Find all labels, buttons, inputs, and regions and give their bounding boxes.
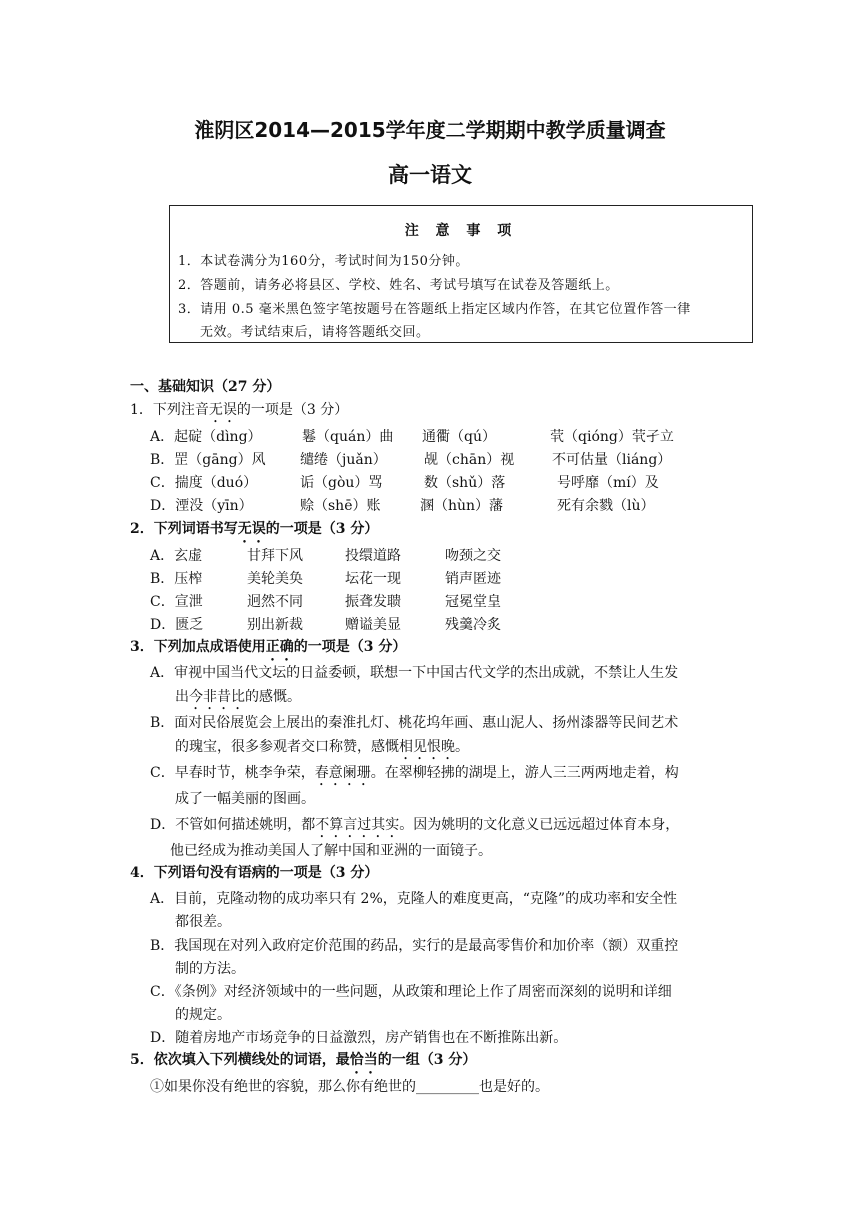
q1-option-d-4: 死有余戮（lù）	[557, 498, 655, 514]
text-span: 也是好的。	[479, 1079, 549, 1095]
q5-stem-part: 5．依次填入下列横线处的词语，最	[130, 1052, 350, 1068]
text-span: ①如果你没有绝世的容貌，那么你有绝世的	[150, 1079, 416, 1095]
q1-stem-part: 的一项是（3 分）	[236, 402, 349, 418]
text-span: 出	[175, 689, 189, 705]
q5-stem	[130, 1051, 476, 1077]
q4-option-d-line1: D．随着房地产市场竞争的日益激烈，房产销售也在不断推陈出新。	[150, 1030, 568, 1046]
q4-option-c-line2: 的规定。	[175, 1007, 231, 1023]
q4-option-b-line1: B．我国现在对列入政府定价范围的药品，实行的是最高零售价和加价率（额）双重控	[150, 938, 679, 954]
q3-option-d-line2: 他已经成为推动美国人了解中国和亚洲的一面镜子。	[170, 843, 492, 859]
q2-option-d-4: 残羹冷炙	[445, 617, 501, 633]
q3-stem-part: 3．下列加点成语使用	[130, 639, 266, 655]
q2-option-a-2: 甘拜下风	[247, 548, 303, 564]
idiom-emphasis: 不算言过其实	[315, 817, 400, 833]
idiom-emphasis: 春意阑珊	[314, 765, 371, 781]
q4-option-a-line1: A．目前，克隆动物的成功率只有 2%，克隆人的难度更高，“克隆”的成功率和安全性	[150, 891, 678, 907]
q4-option-c-line1: C．《条例》对经济领域中的一些问题，从政策和理论上作了周密而深刻的说明和详细	[150, 984, 672, 1000]
q4-stem: 4．下列语句没有语病的一项是（3 分）	[130, 865, 379, 881]
q2-stem-part: 的一项是（3 分）	[265, 521, 379, 537]
q4-option-b-line2: 制的方法。	[175, 961, 245, 977]
notice-box	[169, 205, 753, 343]
q2-option-d-2: 别出新裁	[247, 617, 303, 633]
text-span: 。在翠柳轻拂的湖堤上，游人三三两两地走着，构	[370, 765, 679, 781]
q1-option-b-1: B．罡（gāng）风	[150, 452, 266, 468]
q3-option-a-line2	[175, 688, 301, 713]
q1-option-a-4: 茕（qióng）茕孑立	[550, 429, 674, 445]
q1-option-c-3: 数（shǔ）落	[424, 475, 506, 491]
q1-option-c-4: 号呼靡（mí）及	[557, 475, 659, 491]
q2-stem	[130, 520, 378, 546]
section-heading: 一、基础知识（27 分）	[130, 379, 281, 395]
q1-stem-emphasis: 无误	[208, 402, 237, 418]
q2-option-a-4: 吻颈之交	[445, 548, 501, 564]
q5-stem-emphasis: 恰当	[349, 1052, 378, 1068]
text-span: 。	[455, 739, 469, 755]
q1-option-b-3: 觇（chān）视	[424, 452, 515, 468]
q1-option-d-3: 溷（hùn）藩	[420, 498, 504, 514]
q2-option-b-3: 坛花一现	[345, 571, 401, 587]
q1-option-c-2: 诟（gòu）骂	[300, 475, 383, 491]
q2-option-c-3: 振聋发聩	[345, 594, 401, 610]
q5-item-1	[150, 1078, 549, 1096]
text-span: 的感慨。	[245, 689, 301, 705]
q1-stem	[130, 401, 348, 426]
q2-stem-emphasis: 无误	[237, 521, 266, 537]
exam-title: 淮阴区2014—2015学年度二学期期中教学质量调查	[194, 118, 666, 142]
q3-option-d-line1	[150, 816, 679, 841]
fill-in-blank: _________	[416, 1079, 479, 1095]
exam-subtitle: 高一语文	[388, 163, 472, 187]
q2-stem-part: 2．下列词语书写	[130, 521, 238, 537]
q2-option-a-3: 投缳道路	[345, 548, 401, 564]
q1-option-a-3: 通衢（qú）	[422, 429, 496, 445]
q2-option-c-2: 迥然不同	[247, 594, 303, 610]
q1-option-a-1: A．起碇（dìng）	[150, 429, 262, 445]
q1-stem-part: 1．下列注音	[130, 402, 209, 418]
q2-option-b-2: 美轮美奂	[247, 571, 303, 587]
q2-option-b-1: B．压榨	[150, 571, 203, 587]
idiom-emphasis: 今非昔比	[189, 689, 245, 705]
q3-option-c-line2: 成了一幅美丽的图画。	[175, 791, 315, 807]
q2-option-d-3: 赠谥美显	[345, 617, 401, 633]
notice-item-2: 2．答题前，请务必将县区、学校、姓名、考试号填写在试卷及答题纸上。	[178, 278, 619, 293]
text-span: 。因为姚明的文化意义已远远超过体育本身，	[399, 817, 680, 833]
q2-option-b-4: 销声匿迹	[445, 571, 501, 587]
q1-option-d-2: 赊（shē）账	[300, 498, 381, 514]
q3-stem	[130, 638, 406, 664]
q2-option-a-1: A．玄虚	[150, 548, 203, 564]
text-span: 的瑰宝，很多参观者交口称赞，感慨	[175, 739, 399, 755]
q4-option-a-line2: 都很差。	[175, 914, 231, 930]
q3-stem-part: 的一项是（3 分）	[293, 639, 407, 655]
q2-option-c-4: 冠冕堂皇	[445, 594, 501, 610]
q2-option-c-1: C．宣泄	[150, 594, 203, 610]
text-span: D．不管如何描述姚明，都	[150, 817, 316, 833]
q3-option-a-line1: A．审视中国当代文坛的日益委顿，联想一下中国古代文学的杰出成就，不禁让人生发	[150, 665, 679, 681]
q1-option-b-4: 不可估量（liáng）	[552, 452, 672, 468]
notice-item-3: 3．请用 0.5 毫米黑色签字笔按题号在答题纸上指定区域内作答，在其它位置作答一律	[178, 302, 691, 317]
q1-option-a-2: 鬈（quán）曲	[302, 429, 394, 445]
q3-option-b-line1: B．面对民俗展览会上展出的秦淮扎灯、桃花坞年画、惠山泥人、扬州漆器等民间艺术	[150, 715, 679, 731]
q3-stem-emphasis: 正确	[265, 639, 294, 655]
text-span: C．早春时节，桃李争荣，	[150, 765, 315, 781]
notice-title: 注 意 事 项	[404, 223, 518, 239]
notice-item-3-cont: 无效。考试结束后，请将答题纸交回。	[200, 325, 430, 340]
q1-option-c-1: C．揣度（duó）	[150, 475, 258, 491]
q1-option-d-1: D．湮没（yīn）	[150, 498, 253, 514]
q1-option-b-2: 缱绻（juǎn）	[300, 452, 387, 468]
q3-option-b-line2	[175, 738, 469, 763]
q3-option-c-line1	[150, 764, 679, 789]
idiom-emphasis: 相见恨晚	[399, 739, 455, 755]
q5-stem-part: 的一组（3 分）	[377, 1052, 477, 1068]
q2-option-d-1: D．匮乏	[150, 617, 204, 633]
notice-item-1: 1．本试卷满分为160分，考试时间为150分钟。	[178, 254, 469, 269]
